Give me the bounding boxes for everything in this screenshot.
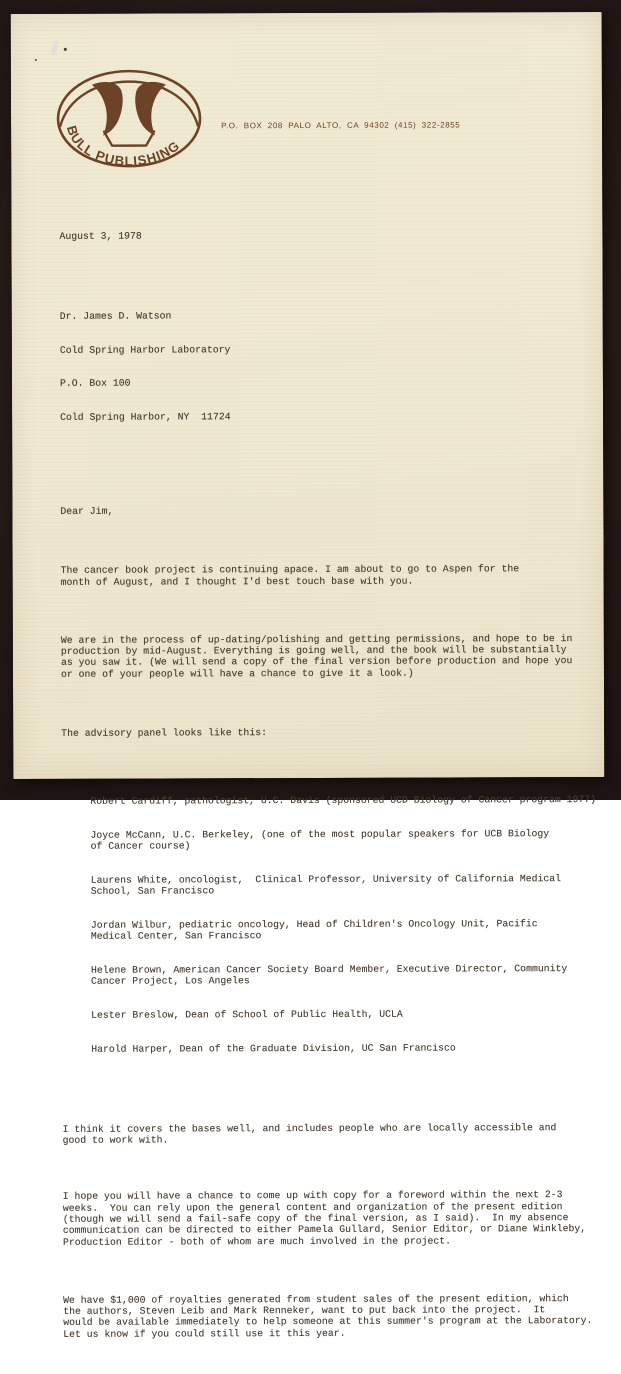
logo-arc-text: BULL PUBLISHING	[63, 123, 183, 169]
advisory-panel-member: Laurens White, oncologist, Clinical Professor, University of California Medical School, San Francisco	[90, 872, 562, 897]
body-paragraph: The cancer book project is continuing apace. I am about to go to Aspen for the month of August, and I thought I'd best touch base with you.	[60, 563, 520, 588]
paper-fleck	[64, 48, 67, 51]
advisory-panel-member: Lester Breslow, Dean of School of Public Health, UCLA	[91, 1008, 403, 1022]
body-paragraph: We are in the process of up-dating/polishing and getting permissions, and hope to be in production by mid-August. Everything is going well, and the book will be substantially as you saw it. (We will send a copy of the final version before production and hope you or one of your people will have a chance to give it a look.)	[60, 632, 573, 680]
advisory-panel-list	[61, 771, 610, 1078]
recipient-address	[60, 286, 609, 446]
bull-left-horn-icon	[92, 82, 123, 136]
advisory-panel-member: Robert Cardiff, pathologist, U.C. Davis (sponsored UCD Biology of Cancer program 1977)	[90, 793, 597, 807]
advisory-panel-member: Helene Brown, American Cancer Society Board Member, Executive Director, Community Cancer Project, Los Angeles	[90, 963, 568, 988]
recipient-line: Cold Spring Harbor, NY 11724	[60, 411, 231, 424]
salutation: Dear Jim,	[60, 505, 114, 517]
recipient-line: Dr. James D. Watson	[59, 310, 172, 322]
body-paragraph: We have $1,000 of royalties generated from student sales of the present edition, which the authors, Steven Leib and Mark Renneker, want to put back into the project. It would be available immediately to help someone at this summer's program at the Laboratory. Let us know if you could still use it this year.	[63, 1292, 593, 1340]
letter-date: August 3, 1978	[59, 230, 142, 242]
advisory-panel-intro: The advisory panel looks like this:	[61, 727, 267, 739]
body-paragraph: I think it covers the bases well, and includes people who are locally accessible and good to work with.	[62, 1122, 557, 1147]
bull-right-horn-icon	[135, 82, 166, 136]
letterhead-address: P.O. BOX 208 PALO ALTO, CA 94302 (415) 322-2855	[221, 120, 461, 131]
advisory-panel-member: Harold Harper, Dean of the Graduate Division, UC San Francisco	[91, 1042, 456, 1055]
letter-paper	[11, 12, 605, 1340]
body-paragraph: I hope you will have a chance to come up with copy for a foreword within the next 2-3 weeks. You can rely upon the general content and organization of the present edition (though we will send a fail-safe copy of the final version, as I said). In my absence communication can be directed to either Pamela Gullard, Senior Editor, or Diane Winkleby, Production Editor - both of whom are much involved in the project.	[62, 1189, 587, 1248]
letter-body	[59, 195, 611, 1374]
paper-fleck	[35, 59, 37, 61]
recipient-line: Cold Spring Harbor Laboratory	[59, 343, 231, 356]
bull-publishing-logo	[54, 67, 204, 170]
bull-muzzle-icon	[104, 132, 154, 146]
bull-head-arc	[60, 81, 198, 126]
advisory-panel-member: Joyce McCann, U.C. Berkeley, (one of the most popular speakers for UCB Biology of Cancer course)	[90, 827, 550, 852]
recipient-line: P.O. Box 100	[59, 378, 131, 390]
advisory-panel-member: Jordan Wilbur, pediatric oncology, Head of Children's Oncology Unit, Pacific Medical Center, San Francisco	[90, 918, 538, 942]
paper-smudge	[50, 38, 60, 56]
